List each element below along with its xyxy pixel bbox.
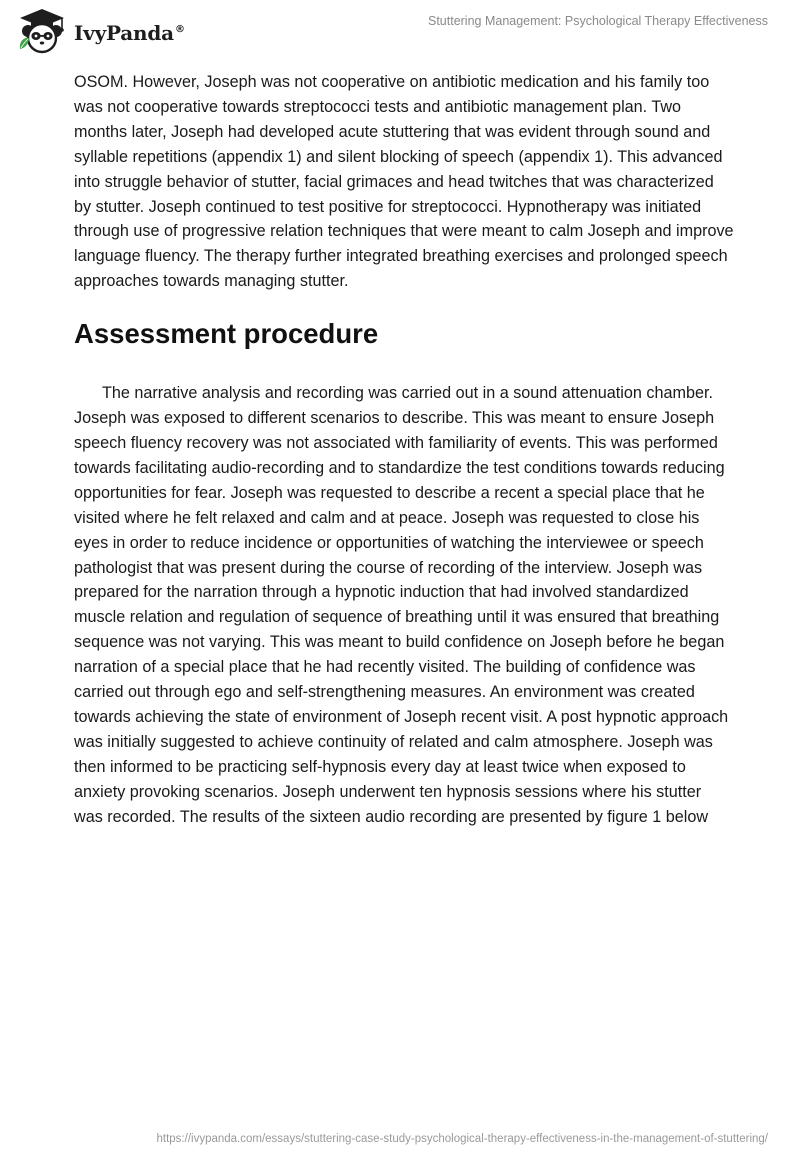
essay-body <box>74 70 734 829</box>
body-paragraph: OSOM. However, Joseph was not cooperative on antibiotic medication and his family too was not cooperative towards streptococci tests and antibiotic management plan. Two months later, Joseph had developed acute stuttering that was evident through sound and syllable repetitions (appendix 1) and silent blocking of speech (appendix 1). This advanced into struggle behavior of stutter, facial grimaces and head twitches that was characterized by stutter. Joseph continued to test positive for streptococci. Hypnotherapy was initiated through use of progressive relation techniques that were meant to calm Joseph and improve language fluency. The therapy further integrated breathing exercises and prolonged speech approaches towards managing stutter. <box>74 73 734 291</box>
running-title: Stuttering Management: Psychological Therapy Effectiveness <box>427 14 768 28</box>
source-url[interactable]: https://ivypanda.com/essays/stuttering-case-study-psychological-therapy-effectiveness-in-the-management-of-stuttering/ <box>156 1133 768 1145</box>
page-header <box>0 0 800 60</box>
body-paragraph: The narrative analysis and recording was carried out in a sound attenuation chamber. Joseph was exposed to different scenarios to describe. This was meant to ensure Joseph speech fluency recovery was not associated with familiarity of events. This was performed towards facilitating audio-recording and to standardize the test conditions towards reducing opportunities for fear. Joseph was requested to describe a recent a special place that he visited where he felt relaxed and calm and at peace. Joseph was requested to close his eyes in order to reduce incidence or opportunities of watching the interviewee or speech pathologist that was present during the course of recording of the interview. Joseph was prepared for the narration through a hypnotic induction that had involved standardized muscle relation and regulation of sequence of breathing until it was ensured that breathing sequence was not varying. This was meant to build confidence on Joseph before he began narration of a special place that he had recently visited. The building of confidence was carried out through ego and self-strengthening measures. An environment was created towards achieving the state of environment of Joseph recent visit. A post hypnotic approach was initially suggested to achieve continuity of related and calm atmosphere. Joseph was then informed to be practicing self-hypnosis every day at least twice when exposed to anxiety provoking scenarios. Joseph underwent ten hypnosis sessions where his stutter was recorded. The results of the sixteen audio recording are presented by figure 1 below <box>74 384 729 826</box>
logo-wordmark: IvyPanda® <box>74 21 185 45</box>
section-heading: Assessment procedure <box>74 318 379 350</box>
panda-graduate-icon <box>14 7 70 55</box>
ivypanda-logo[interactable] <box>14 7 185 55</box>
